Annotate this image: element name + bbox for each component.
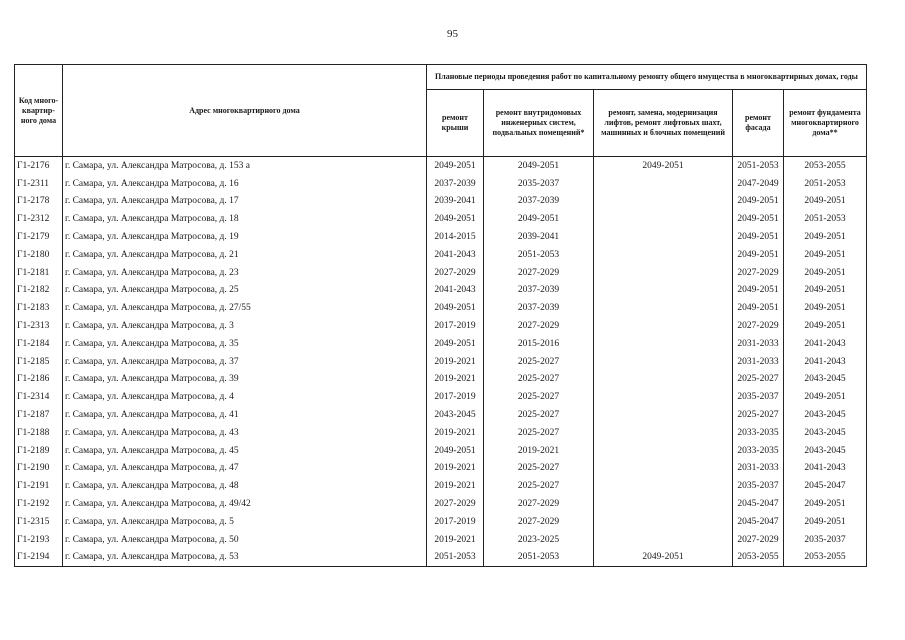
cell-address: г. Самара, ул. Александра Матросова, д. 43 xyxy=(63,424,427,442)
cell-foundation: 2053-2055 xyxy=(784,157,867,175)
header-lifts: ремонт, замена, модернизация лифтов, ремонт лифтовых шахт, машинных и блочных помещений xyxy=(594,90,733,157)
cell-roof: 2049-2051 xyxy=(427,299,484,317)
cell-facade: 2045-2047 xyxy=(733,513,784,531)
cell-facade: 2051-2053 xyxy=(733,157,784,175)
cell-code: Г1-2185 xyxy=(15,353,63,371)
cell-systems: 2023-2025 xyxy=(484,531,594,549)
cell-code: Г1-2312 xyxy=(15,210,63,228)
cell-address: г. Самара, ул. Александра Матросова, д. 4 xyxy=(63,388,427,406)
table-row xyxy=(15,442,867,460)
cell-address: г. Самара, ул. Александра Матросова, д. 35 xyxy=(63,335,427,353)
cell-lifts xyxy=(594,531,733,549)
cell-foundation: 2041-2043 xyxy=(784,335,867,353)
cell-lifts xyxy=(594,495,733,513)
cell-roof: 2017-2019 xyxy=(427,388,484,406)
cell-code: Г1-2193 xyxy=(15,531,63,549)
cell-lifts xyxy=(594,299,733,317)
cell-facade: 2049-2051 xyxy=(733,282,784,300)
cell-address: г. Самара, ул. Александра Матросова, д. 18 xyxy=(63,210,427,228)
cell-foundation: 2049-2051 xyxy=(784,299,867,317)
cell-lifts xyxy=(594,388,733,406)
table-header xyxy=(15,65,867,157)
cell-code: Г1-2189 xyxy=(15,442,63,460)
cell-roof: 2051-2053 xyxy=(427,549,484,567)
table-row xyxy=(15,157,867,175)
cell-code: Г1-2182 xyxy=(15,282,63,300)
cell-roof: 2019-2021 xyxy=(427,460,484,478)
cell-lifts xyxy=(594,335,733,353)
table-row xyxy=(15,353,867,371)
cell-facade: 2025-2027 xyxy=(733,371,784,389)
cell-systems: 2025-2027 xyxy=(484,371,594,389)
cell-foundation: 2049-2051 xyxy=(784,388,867,406)
cell-roof: 2027-2029 xyxy=(427,495,484,513)
cell-facade: 2035-2037 xyxy=(733,388,784,406)
cell-foundation: 2049-2051 xyxy=(784,264,867,282)
cell-lifts xyxy=(594,513,733,531)
cell-foundation: 2049-2051 xyxy=(784,193,867,211)
cell-lifts xyxy=(594,353,733,371)
cell-systems: 2025-2027 xyxy=(484,477,594,495)
cell-systems: 2025-2027 xyxy=(484,424,594,442)
cell-systems: 2037-2039 xyxy=(484,193,594,211)
cell-roof: 2049-2051 xyxy=(427,157,484,175)
cell-facade: 2049-2051 xyxy=(733,210,784,228)
cell-foundation: 2049-2051 xyxy=(784,495,867,513)
table-row xyxy=(15,299,867,317)
repair-schedule-table xyxy=(14,64,867,567)
cell-facade: 2027-2029 xyxy=(733,317,784,335)
cell-address: г. Самара, ул. Александра Матросова, д. 48 xyxy=(63,477,427,495)
cell-facade: 2053-2055 xyxy=(733,549,784,567)
page-number: 95 xyxy=(447,28,458,40)
cell-code: Г1-2315 xyxy=(15,513,63,531)
cell-foundation: 2043-2045 xyxy=(784,371,867,389)
table-row xyxy=(15,175,867,193)
header-systems: ремонт внутридомовых инженерных систем, подвальных помещений* xyxy=(484,90,594,157)
cell-code: Г1-2184 xyxy=(15,335,63,353)
cell-address: г. Самара, ул. Александра Матросова, д. 21 xyxy=(63,246,427,264)
cell-code: Г1-2191 xyxy=(15,477,63,495)
cell-address: г. Самара, ул. Александра Матросова, д. 3 xyxy=(63,317,427,335)
cell-lifts xyxy=(594,424,733,442)
cell-address: г. Самара, ул. Александра Матросова, д. 17 xyxy=(63,193,427,211)
cell-roof: 2019-2021 xyxy=(427,531,484,549)
cell-lifts xyxy=(594,282,733,300)
cell-facade: 2031-2033 xyxy=(733,353,784,371)
cell-address: г. Самара, ул. Александра Матросова, д. 19 xyxy=(63,228,427,246)
cell-address: г. Самара, ул. Александра Матросова, д. 50 xyxy=(63,531,427,549)
cell-lifts xyxy=(594,371,733,389)
header-foundation: ремонт фундамента многоквартирного дома** xyxy=(784,90,867,157)
cell-systems: 2027-2029 xyxy=(484,495,594,513)
cell-code: Г1-2190 xyxy=(15,460,63,478)
cell-address: г. Самара, ул. Александра Матросова, д. 53 xyxy=(63,549,427,567)
cell-address: г. Самара, ул. Александра Матросова, д. 47 xyxy=(63,460,427,478)
table-body xyxy=(15,157,867,567)
cell-address: г. Самара, ул. Александра Матросова, д. 153 а xyxy=(63,157,427,175)
cell-systems: 2049-2051 xyxy=(484,210,594,228)
cell-facade: 2033-2035 xyxy=(733,424,784,442)
cell-foundation: 2049-2051 xyxy=(784,246,867,264)
cell-roof: 2017-2019 xyxy=(427,317,484,335)
table-row xyxy=(15,371,867,389)
cell-code: Г1-2186 xyxy=(15,371,63,389)
cell-foundation: 2043-2045 xyxy=(784,442,867,460)
cell-systems: 2051-2053 xyxy=(484,246,594,264)
table-row xyxy=(15,549,867,567)
cell-code: Г1-2314 xyxy=(15,388,63,406)
cell-facade: 2049-2051 xyxy=(733,299,784,317)
cell-code: Г1-2176 xyxy=(15,157,63,175)
header-facade: ремонт фасада xyxy=(733,90,784,157)
table-row xyxy=(15,210,867,228)
cell-lifts xyxy=(594,477,733,495)
header-address: Адрес многоквартирного дома xyxy=(63,65,427,157)
cell-code: Г1-2178 xyxy=(15,193,63,211)
cell-lifts xyxy=(594,317,733,335)
cell-facade: 2033-2035 xyxy=(733,442,784,460)
cell-code: Г1-2311 xyxy=(15,175,63,193)
cell-address: г. Самара, ул. Александра Матросова, д. 41 xyxy=(63,406,427,424)
table-row xyxy=(15,282,867,300)
cell-systems: 2027-2029 xyxy=(484,264,594,282)
table-row xyxy=(15,513,867,531)
cell-address: г. Самара, ул. Александра Матросова, д. 45 xyxy=(63,442,427,460)
cell-systems: 2039-2041 xyxy=(484,228,594,246)
cell-facade: 2045-2047 xyxy=(733,495,784,513)
cell-facade: 2031-2033 xyxy=(733,460,784,478)
cell-systems: 2019-2021 xyxy=(484,442,594,460)
cell-systems: 2027-2029 xyxy=(484,317,594,335)
cell-lifts xyxy=(594,228,733,246)
cell-foundation: 2053-2055 xyxy=(784,549,867,567)
cell-code: Г1-2188 xyxy=(15,424,63,442)
cell-foundation: 2045-2047 xyxy=(784,477,867,495)
cell-lifts xyxy=(594,246,733,264)
table-row xyxy=(15,228,867,246)
cell-roof: 2043-2045 xyxy=(427,406,484,424)
table-row xyxy=(15,424,867,442)
cell-address: г. Самара, ул. Александра Матросова, д. 16 xyxy=(63,175,427,193)
cell-systems: 2037-2039 xyxy=(484,282,594,300)
cell-foundation: 2043-2045 xyxy=(784,406,867,424)
table-row xyxy=(15,193,867,211)
cell-roof: 2017-2019 xyxy=(427,513,484,531)
cell-roof: 2041-2043 xyxy=(427,246,484,264)
cell-foundation: 2043-2045 xyxy=(784,424,867,442)
cell-facade: 2027-2029 xyxy=(733,264,784,282)
cell-code: Г1-2180 xyxy=(15,246,63,264)
table-row xyxy=(15,246,867,264)
cell-facade: 2049-2051 xyxy=(733,246,784,264)
cell-foundation: 2051-2053 xyxy=(784,210,867,228)
cell-facade: 2049-2051 xyxy=(733,228,784,246)
cell-lifts xyxy=(594,210,733,228)
cell-address: г. Самара, ул. Александра Матросова, д. 49/42 xyxy=(63,495,427,513)
cell-lifts xyxy=(594,442,733,460)
table-row xyxy=(15,460,867,478)
cell-foundation: 2049-2051 xyxy=(784,228,867,246)
cell-facade: 2027-2029 xyxy=(733,531,784,549)
cell-systems: 2051-2053 xyxy=(484,549,594,567)
header-periods-group: Плановые периоды проведения работ по капитальному ремонту общего имущества в многоквартирных домах, годы xyxy=(427,65,867,90)
cell-code: Г1-2194 xyxy=(15,549,63,567)
cell-roof: 2041-2043 xyxy=(427,282,484,300)
header-code: Код много-квартир-ного дома xyxy=(15,65,63,157)
cell-foundation: 2041-2043 xyxy=(784,353,867,371)
cell-roof: 2049-2051 xyxy=(427,335,484,353)
table-row xyxy=(15,477,867,495)
cell-facade: 2031-2033 xyxy=(733,335,784,353)
cell-address: г. Самара, ул. Александра Матросова, д. 37 xyxy=(63,353,427,371)
cell-address: г. Самара, ул. Александра Матросова, д. 25 xyxy=(63,282,427,300)
cell-roof: 2019-2021 xyxy=(427,353,484,371)
cell-foundation: 2049-2051 xyxy=(784,317,867,335)
cell-roof: 2014-2015 xyxy=(427,228,484,246)
cell-foundation: 2035-2037 xyxy=(784,531,867,549)
table-row xyxy=(15,495,867,513)
cell-lifts xyxy=(594,460,733,478)
table-row xyxy=(15,335,867,353)
cell-systems: 2025-2027 xyxy=(484,460,594,478)
cell-lifts xyxy=(594,406,733,424)
table-row xyxy=(15,406,867,424)
cell-code: Г1-2181 xyxy=(15,264,63,282)
cell-roof: 2037-2039 xyxy=(427,175,484,193)
table-row xyxy=(15,531,867,549)
cell-systems: 2025-2027 xyxy=(484,353,594,371)
cell-lifts xyxy=(594,193,733,211)
cell-roof: 2019-2021 xyxy=(427,424,484,442)
cell-systems: 2025-2027 xyxy=(484,388,594,406)
cell-foundation: 2051-2053 xyxy=(784,175,867,193)
cell-code: Г1-2187 xyxy=(15,406,63,424)
cell-systems: 2027-2029 xyxy=(484,513,594,531)
table-row xyxy=(15,264,867,282)
cell-foundation: 2041-2043 xyxy=(784,460,867,478)
cell-facade: 2049-2051 xyxy=(733,193,784,211)
cell-facade: 2025-2027 xyxy=(733,406,784,424)
cell-roof: 2049-2051 xyxy=(427,210,484,228)
cell-systems: 2015-2016 xyxy=(484,335,594,353)
cell-foundation: 2049-2051 xyxy=(784,513,867,531)
cell-roof: 2019-2021 xyxy=(427,371,484,389)
cell-lifts xyxy=(594,264,733,282)
cell-lifts: 2049-2051 xyxy=(594,549,733,567)
cell-systems: 2049-2051 xyxy=(484,157,594,175)
cell-code: Г1-2192 xyxy=(15,495,63,513)
cell-roof: 2027-2029 xyxy=(427,264,484,282)
cell-code: Г1-2313 xyxy=(15,317,63,335)
cell-lifts: 2049-2051 xyxy=(594,157,733,175)
cell-foundation: 2049-2051 xyxy=(784,282,867,300)
cell-systems: 2037-2039 xyxy=(484,299,594,317)
cell-address: г. Самара, ул. Александра Матросова, д. 39 xyxy=(63,371,427,389)
cell-roof: 2049-2051 xyxy=(427,442,484,460)
cell-facade: 2047-2049 xyxy=(733,175,784,193)
cell-lifts xyxy=(594,175,733,193)
header-roof: ремонт крыши xyxy=(427,90,484,157)
cell-code: Г1-2179 xyxy=(15,228,63,246)
cell-roof: 2019-2021 xyxy=(427,477,484,495)
cell-address: г. Самара, ул. Александра Матросова, д. 27/55 xyxy=(63,299,427,317)
cell-address: г. Самара, ул. Александра Матросова, д. 5 xyxy=(63,513,427,531)
table-row xyxy=(15,317,867,335)
cell-systems: 2025-2027 xyxy=(484,406,594,424)
table-row xyxy=(15,388,867,406)
cell-address: г. Самара, ул. Александра Матросова, д. 23 xyxy=(63,264,427,282)
cell-roof: 2039-2041 xyxy=(427,193,484,211)
cell-code: Г1-2183 xyxy=(15,299,63,317)
cell-facade: 2035-2037 xyxy=(733,477,784,495)
cell-systems: 2035-2037 xyxy=(484,175,594,193)
